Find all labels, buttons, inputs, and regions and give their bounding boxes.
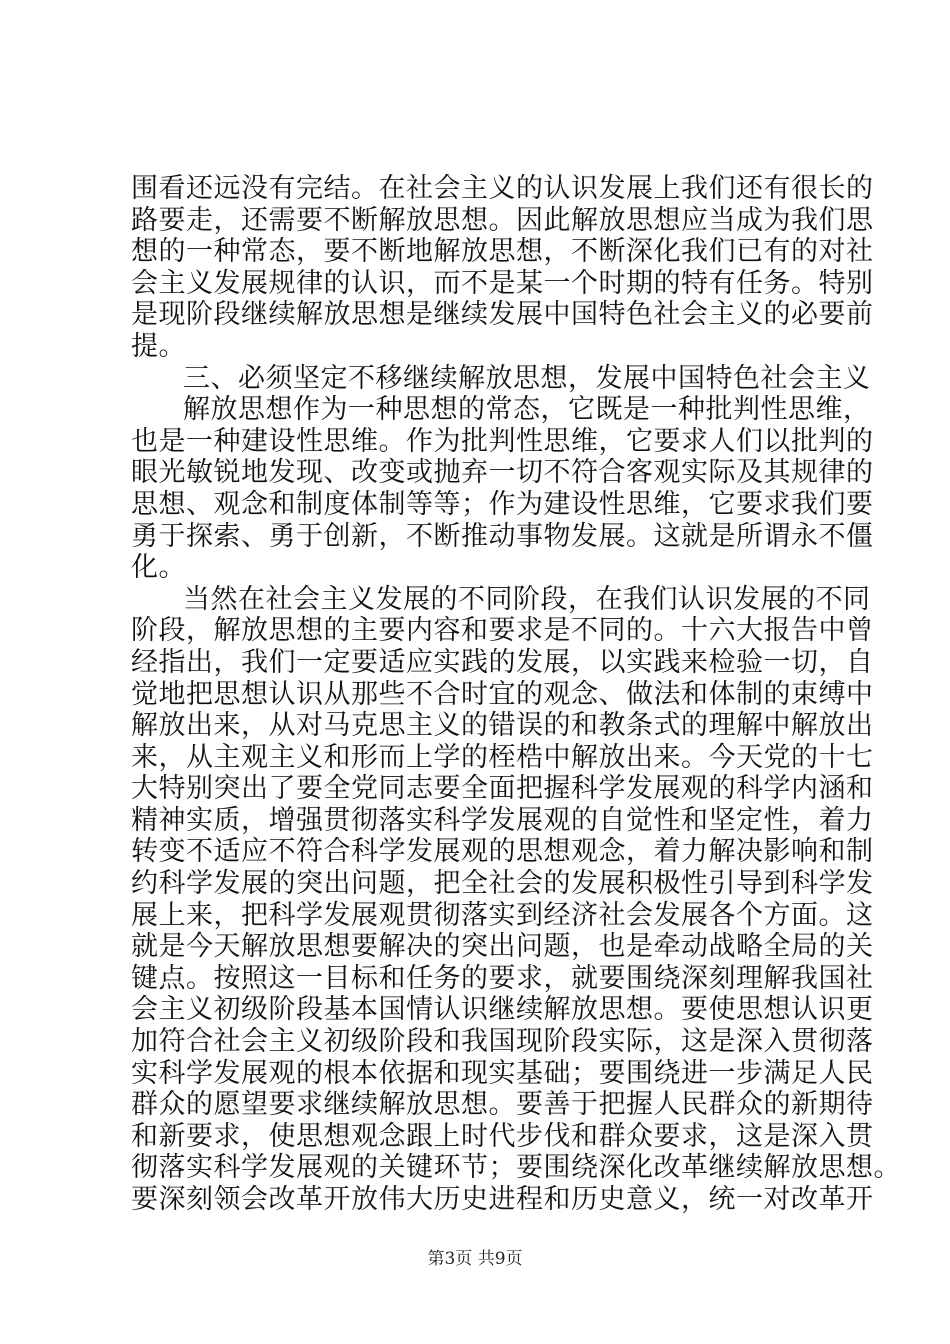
text-line: 围看还远没有完结。在社会主义的认识发展上我们还有很长的	[131, 173, 874, 204]
text-line: 提。	[131, 330, 186, 362]
text-line: 思想、观念和制度体制等等；作为建设性思维，它要求我们要	[131, 488, 874, 520]
text-line: 群众的愿望要求继续解放思想。要善于把握人民群众的新期待	[131, 1089, 874, 1121]
text-line: 眼光敏锐地发现、改变或抛弃一切不符合客观实际及其规律的	[131, 457, 874, 489]
body-text	[131, 173, 901, 1216]
text-line: 键点。按照这一目标和任务的要求，就要围绕深刻理解我国社	[131, 962, 874, 994]
text-line: 展上来，把科学发展观贯彻落实到经济社会发展各个方面。这	[131, 899, 874, 931]
text-line: 阶段，解放思想的主要内容和要求是不同的。十六大报告中曾	[131, 615, 874, 647]
text-line: 路要走，还需要不断解放思想。因此解放思想应当成为我们思	[131, 204, 874, 236]
text-line: 是现阶段继续解放思想是继续发展中国特色社会主义的必要前	[131, 299, 874, 331]
text-line: 勇于探索、勇于创新，不断推动事物发展。这就是所谓永不僵	[131, 520, 874, 552]
text-line: 约科学发展的突出问题，把全社会的发展积极性引导到科学发	[131, 868, 874, 900]
text-line: 也是一种建设性思维。作为批判性思维，它要求人们以批判的	[131, 425, 874, 457]
text-line: 会主义初级阶段基本国情认识继续解放思想。要使思想认识更	[131, 994, 874, 1026]
text-line: 当然在社会主义发展的不同阶段，在我们认识发展的不同	[183, 583, 871, 615]
text-line: 解放思想作为一种思想的常态，它既是一种批判性思维，	[183, 394, 871, 426]
text-line: 觉地把思想认识从那些不合时宜的观念、做法和体制的束缚中	[131, 678, 874, 710]
text-line: 来，从主观主义和形而上学的桎梏中解放出来。今天党的十七	[131, 741, 874, 773]
text-line: 会主义发展规律的认识，而不是某一个时期的特有任务。特别	[131, 267, 874, 299]
page-number-footer: 第3页 共9页	[427, 1249, 523, 1269]
text-line: 经指出，我们一定要适应实践的发展，以实践来检验一切，自	[131, 646, 874, 678]
text-line: 解放出来，从对马克思主义的错误的和教条式的理解中解放出	[131, 710, 874, 742]
text-line: 要深刻领会改革开放伟大历史进程和历史意义，统一对改革开	[131, 1184, 874, 1215]
text-line: 加符合社会主义初级阶段和我国现阶段实际，这是深入贯彻落	[131, 1026, 874, 1058]
text-line: 彻落实科学发展观的关键环节；要围绕深化改革继续解放思想。	[131, 1152, 901, 1184]
text-line: 想的一种常态，要不断地解放思想，不断深化我们已有的对社	[131, 236, 874, 268]
text-line: 实科学发展观的根本依据和现实基础；要围绕进一步满足人民	[131, 1057, 874, 1089]
text-line: 大特别突出了要全党同志要全面把握科学发展观的科学内涵和	[131, 773, 874, 805]
text-line: 化。	[131, 552, 186, 584]
text-line: 和新要求，使思想观念跟上时代步伐和群众要求，这是深入贯	[131, 1120, 874, 1152]
section-heading: 三、必须坚定不移继续解放思想，发展中国特色社会主义	[183, 362, 871, 394]
text-line: 转变不适应不符合科学发展观的思想观念，着力解决影响和制	[131, 836, 874, 868]
text-line: 精神实质，增强贯彻落实科学发展观的自觉性和坚定性，着力	[131, 804, 874, 836]
text-line: 就是今天解放思想要解决的突出问题，也是牵动战略全局的关	[131, 931, 874, 963]
